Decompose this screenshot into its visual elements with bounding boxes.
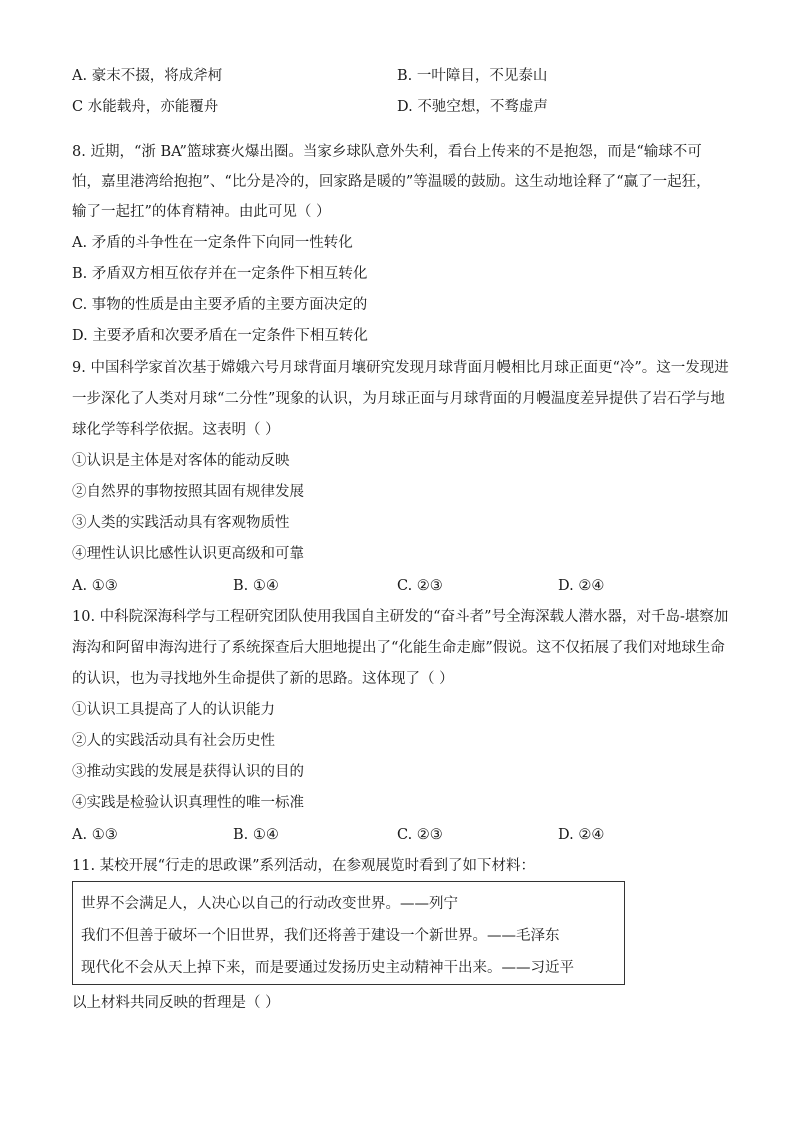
q9-stem-line-1: 9. 中国科学家首次基于嫦娥六号月球背面月壤研究发现月球背面月幔相比月球正面更“冷”。这一发现进 [72, 360, 729, 376]
q11-quote-mao: 我们不但善于破坏一个旧世界，我们还将善于建设一个新世界。——毛泽东 [81, 928, 560, 944]
q7-option-b: B. 一叶障目，不见泰山 [397, 68, 548, 84]
q9-statement-3: ③人类的实践活动具有客观物质性 [72, 515, 290, 531]
q8-stem-line-1: 8. 近期，“浙 BA”篮球赛火爆出圈。当家乡球队意外失利，看台上传来的不是抱怨，而是“输球不可 [72, 144, 702, 160]
q10-choice-d: D. ②④ [558, 827, 605, 843]
q10-statement-3: ③推动实践的发展是获得认识的目的 [72, 764, 304, 780]
q11-question: 以上材料共同反映的哲理是（ ） [72, 995, 280, 1011]
q8-stem-line-3: 输了一起扛”的体育精神。由此可见（ ） [72, 204, 331, 220]
q10-statement-4: ④实践是检验认识真理性的唯一标准 [72, 795, 304, 811]
q11-quote-xi: 现代化不会从天上掉下来，而是要通过发扬历史主动精神干出来。——习近平 [81, 960, 574, 976]
q10-stem-line-2: 海沟和阿留申海沟进行了系统探查后大胆地提出了“化能生命走廊”假说。这不仅拓展了我们对地球生命 [72, 640, 725, 656]
q10-choice-a: A. ①③ [72, 827, 118, 843]
q11-quote-lenin: 世界不会满足人，人决心以自己的行动改变世界。——列宁 [81, 896, 458, 912]
q8-option-a: A. 矛盾的斗争性在一定条件下向同一性转化 [72, 235, 353, 251]
q9-stem-line-2: 一步深化了人类对月球“二分性”现象的认识，为月球正面与月球背面的月幔温度差异提供了岩石学与地 [72, 391, 725, 407]
q9-statement-4: ④理性认识比感性认识更高级和可靠 [72, 546, 304, 562]
q7-option-a: A. 豪末不掇，将成斧柯 [72, 68, 223, 84]
q9-stem-line-3: 球化学等科学依据。这表明（ ） [72, 422, 280, 438]
q10-stem-line-1: 10. 中科院深海科学与工程研究团队使用我国自主研发的“奋斗者”号全海深载人潜水器，对千岛-堪察加 [72, 609, 729, 625]
q10-statement-2: ②人的实践活动具有社会历史性 [72, 733, 275, 749]
q7-option-c: C 水能载舟，亦能覆舟 [72, 99, 219, 115]
q8-stem-line-2: 怕，嘉里港湾给抱抱”、“比分是冷的，回家路是暖的”等温暖的鼓励。这生动地诠释了“赢了一起狂， [72, 174, 711, 190]
q10-choice-c: C. ②③ [397, 827, 443, 843]
q9-choice-a: A. ①③ [72, 578, 118, 594]
q9-statement-1: ①认识是主体是对客体的能动反映 [72, 453, 290, 469]
q11-stem: 11. 某校开展“行走的思政课”系列活动，在参观展览时看到了如下材料： [72, 858, 535, 874]
q9-choice-d: D. ②④ [558, 578, 605, 594]
q10-choice-b: B. ①④ [233, 827, 279, 843]
q9-statement-2: ②自然界的事物按照其固有规律发展 [72, 484, 304, 500]
q8-option-d: D. 主要矛盾和次要矛盾在一定条件下相互转化 [72, 328, 368, 344]
q8-option-b: B. 矛盾双方相互依存并在一定条件下相互转化 [72, 266, 368, 282]
q7-option-d: D. 不驰空想，不骛虚声 [397, 99, 548, 115]
q10-stem-line-3: 的认识，也为寻找地外生命提供了新的思路。这体现了（ ） [72, 671, 454, 687]
q9-choice-b: B. ①④ [233, 578, 279, 594]
q8-option-c: C. 事物的性质是由主要矛盾的主要方面决定的 [72, 297, 368, 313]
q9-choice-c: C. ②③ [397, 578, 443, 594]
q11-material-box [72, 881, 625, 985]
q10-statement-1: ①认识工具提高了人的认识能力 [72, 702, 275, 718]
